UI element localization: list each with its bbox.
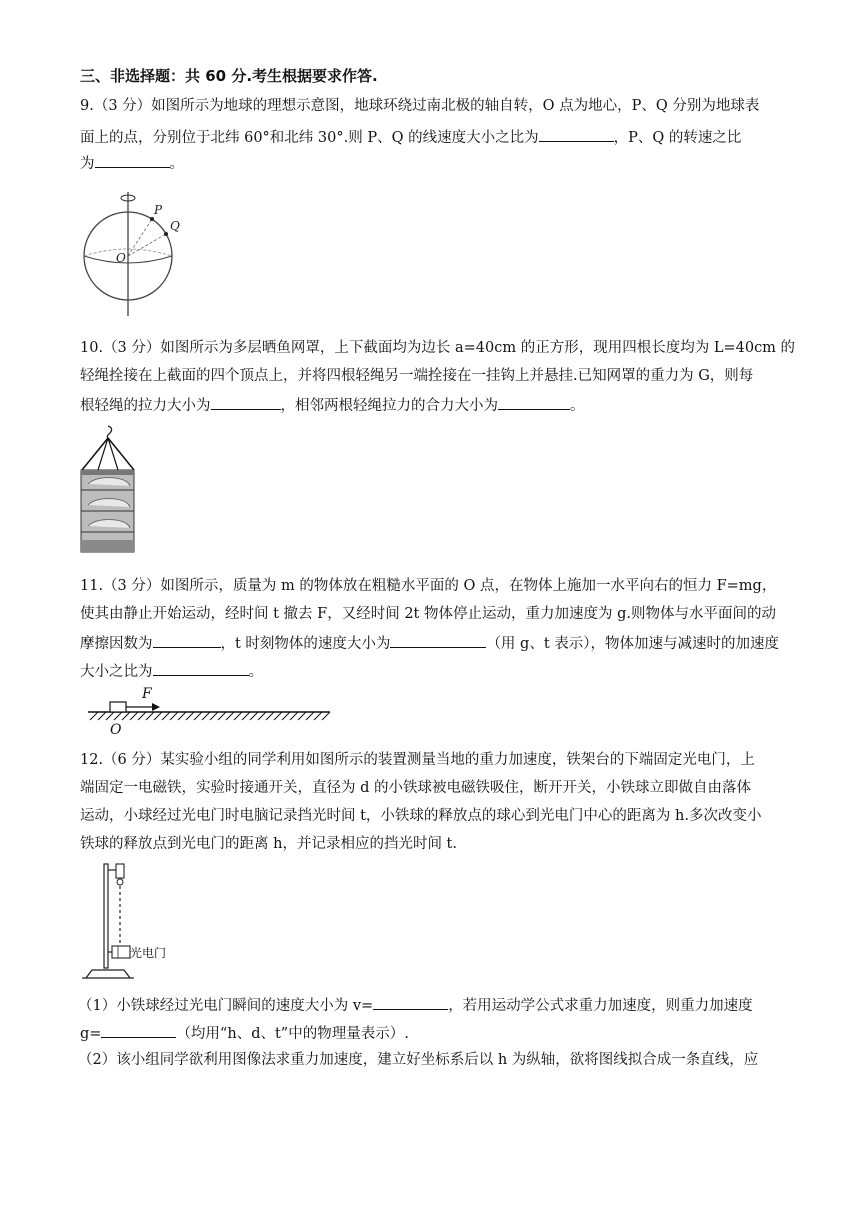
q9-answer-blank-1[interactable] (539, 126, 614, 142)
q9-line-3 (80, 152, 184, 174)
q11-text: 大小之比为 (80, 664, 153, 680)
photogate-figure (78, 860, 188, 982)
q11-line-1: 11.（3 分）如图所示，质量为 m 的物体放在粗糙水平面的 O 点，在物体上施加一水平向右的恒力 F=mg， (80, 578, 777, 594)
point-q (164, 232, 168, 236)
block-force-figure (86, 684, 334, 740)
q10-text: 。 (570, 398, 585, 414)
q10-line-3 (80, 394, 585, 416)
q12-sub2-line-1: （2）该小组同学欲利用图像法求重力加速度，建立好坐标系后以 h 为纵轴，欲将图线拟合成一条直线，应 (78, 1052, 759, 1068)
label-f: F (142, 686, 152, 702)
q9-text: 。 (169, 156, 184, 172)
q12-text: （1）小铁球经过光电门瞬间的速度大小为 v= (78, 998, 374, 1014)
q12-line-4: 铁球的释放点到光电门的距离 h，并记录相应的挡光时间 t. (80, 836, 457, 852)
q10-text: 根轻绳的拉力大小为 (80, 398, 211, 414)
q11-answer-blank-2[interactable] (390, 632, 486, 648)
q10-answer-blank-2[interactable] (498, 394, 570, 410)
fish-net-figure (76, 424, 140, 556)
stand-base (86, 970, 130, 978)
q11-answer-blank-1[interactable] (153, 632, 221, 648)
q12-text: （均用“h、d、t”中的物理量表示）. (176, 1026, 409, 1042)
q11-line-3 (80, 632, 779, 654)
q12-sub1-line-2 (80, 1022, 409, 1044)
electromagnet (116, 864, 124, 878)
label-o: O (116, 251, 126, 265)
stand-rod (104, 864, 108, 968)
photogate-label: 光电门 (130, 946, 167, 960)
q9-text: 面上的点，分别位于北纬 60°和北纬 30°.则 P、Q 的线速度大小之比为 (80, 130, 539, 146)
earth-figure (78, 190, 198, 318)
q12-line-1: 12.（6 分）某实验小组的同学利用如图所示的装置测量当地的重力加速度，铁架台的下端固定光电门，上 (80, 752, 755, 768)
q11-text: 摩擦因数为 (80, 636, 153, 652)
q11-text: 。 (248, 664, 263, 680)
q10-text: ，相邻两根轻绳拉力的合力大小为 (280, 398, 498, 414)
q12-answer-blank-v[interactable] (373, 994, 448, 1010)
q12-answer-blank-g[interactable] (101, 1022, 176, 1038)
q11-line-4 (80, 660, 263, 682)
q12-line-2: 端固定一电磁铁，实验时接通开关，直径为 d 的小铁球被电磁铁吸住，断开开关，小铁球立即做自由落体 (80, 780, 751, 796)
block (110, 702, 126, 712)
q12-line-3: 运动，小球经过光电门时电脑记录挡光时间 t，小铁球的释放点的球心到光电门中心的距离为 h.多次改变小 (80, 808, 762, 824)
q9-line-1: 9.（3 分）如图所示为地球的理想示意图，地球环绕过南北极的轴自转，O 点为地心，P、Q 分别为地球表 (80, 98, 760, 114)
iron-ball (117, 879, 123, 885)
q12-text: g= (80, 1026, 102, 1042)
label-o: O (110, 722, 122, 738)
label-p: P (154, 203, 163, 217)
q11-text: ，t 时刻物体的速度大小为 (220, 636, 391, 652)
q11-answer-blank-3[interactable] (153, 660, 249, 676)
q11-text: （用 g、t 表示），物体加速与减速时的加速度 (486, 636, 780, 652)
q9-answer-blank-2[interactable] (95, 152, 170, 168)
q10-line-2: 轻绳拴接在上截面的四个顶点上，并将四根轻绳另一端拴接在一挂钩上并悬挂.已知网罩的重力为 G，则每 (80, 368, 754, 384)
section-heading: 三、非选择题：共 60 分.考生根据要求作答. (80, 67, 378, 85)
point-p (150, 217, 154, 221)
arrow-head-icon (152, 703, 160, 711)
q12-text: ，若用运动学公式求重力加速度，则重力加速度 (448, 998, 753, 1014)
q9-text: 为 (80, 156, 95, 172)
hook-icon (107, 426, 111, 438)
label-q: Q (170, 219, 180, 233)
q12-sub1-line-1 (78, 994, 753, 1016)
q9-text: ，P、Q 的转速之比 (613, 130, 742, 146)
q9-line-2 (80, 126, 741, 148)
q10-line-1: 10.（3 分）如图所示为多层晒鱼网罩，上下截面均为边长 a=40cm 的正方形，现用四根长度均为 L=40cm 的 (80, 340, 796, 356)
q11-line-2: 使其由静止开始运动，经时间 t 撤去 F，又经时间 2t 物体停止运动，重力加速度为 g.则物体与水平面间的动 (80, 606, 776, 622)
q10-answer-blank-1[interactable] (211, 394, 281, 410)
photogate (112, 946, 130, 958)
